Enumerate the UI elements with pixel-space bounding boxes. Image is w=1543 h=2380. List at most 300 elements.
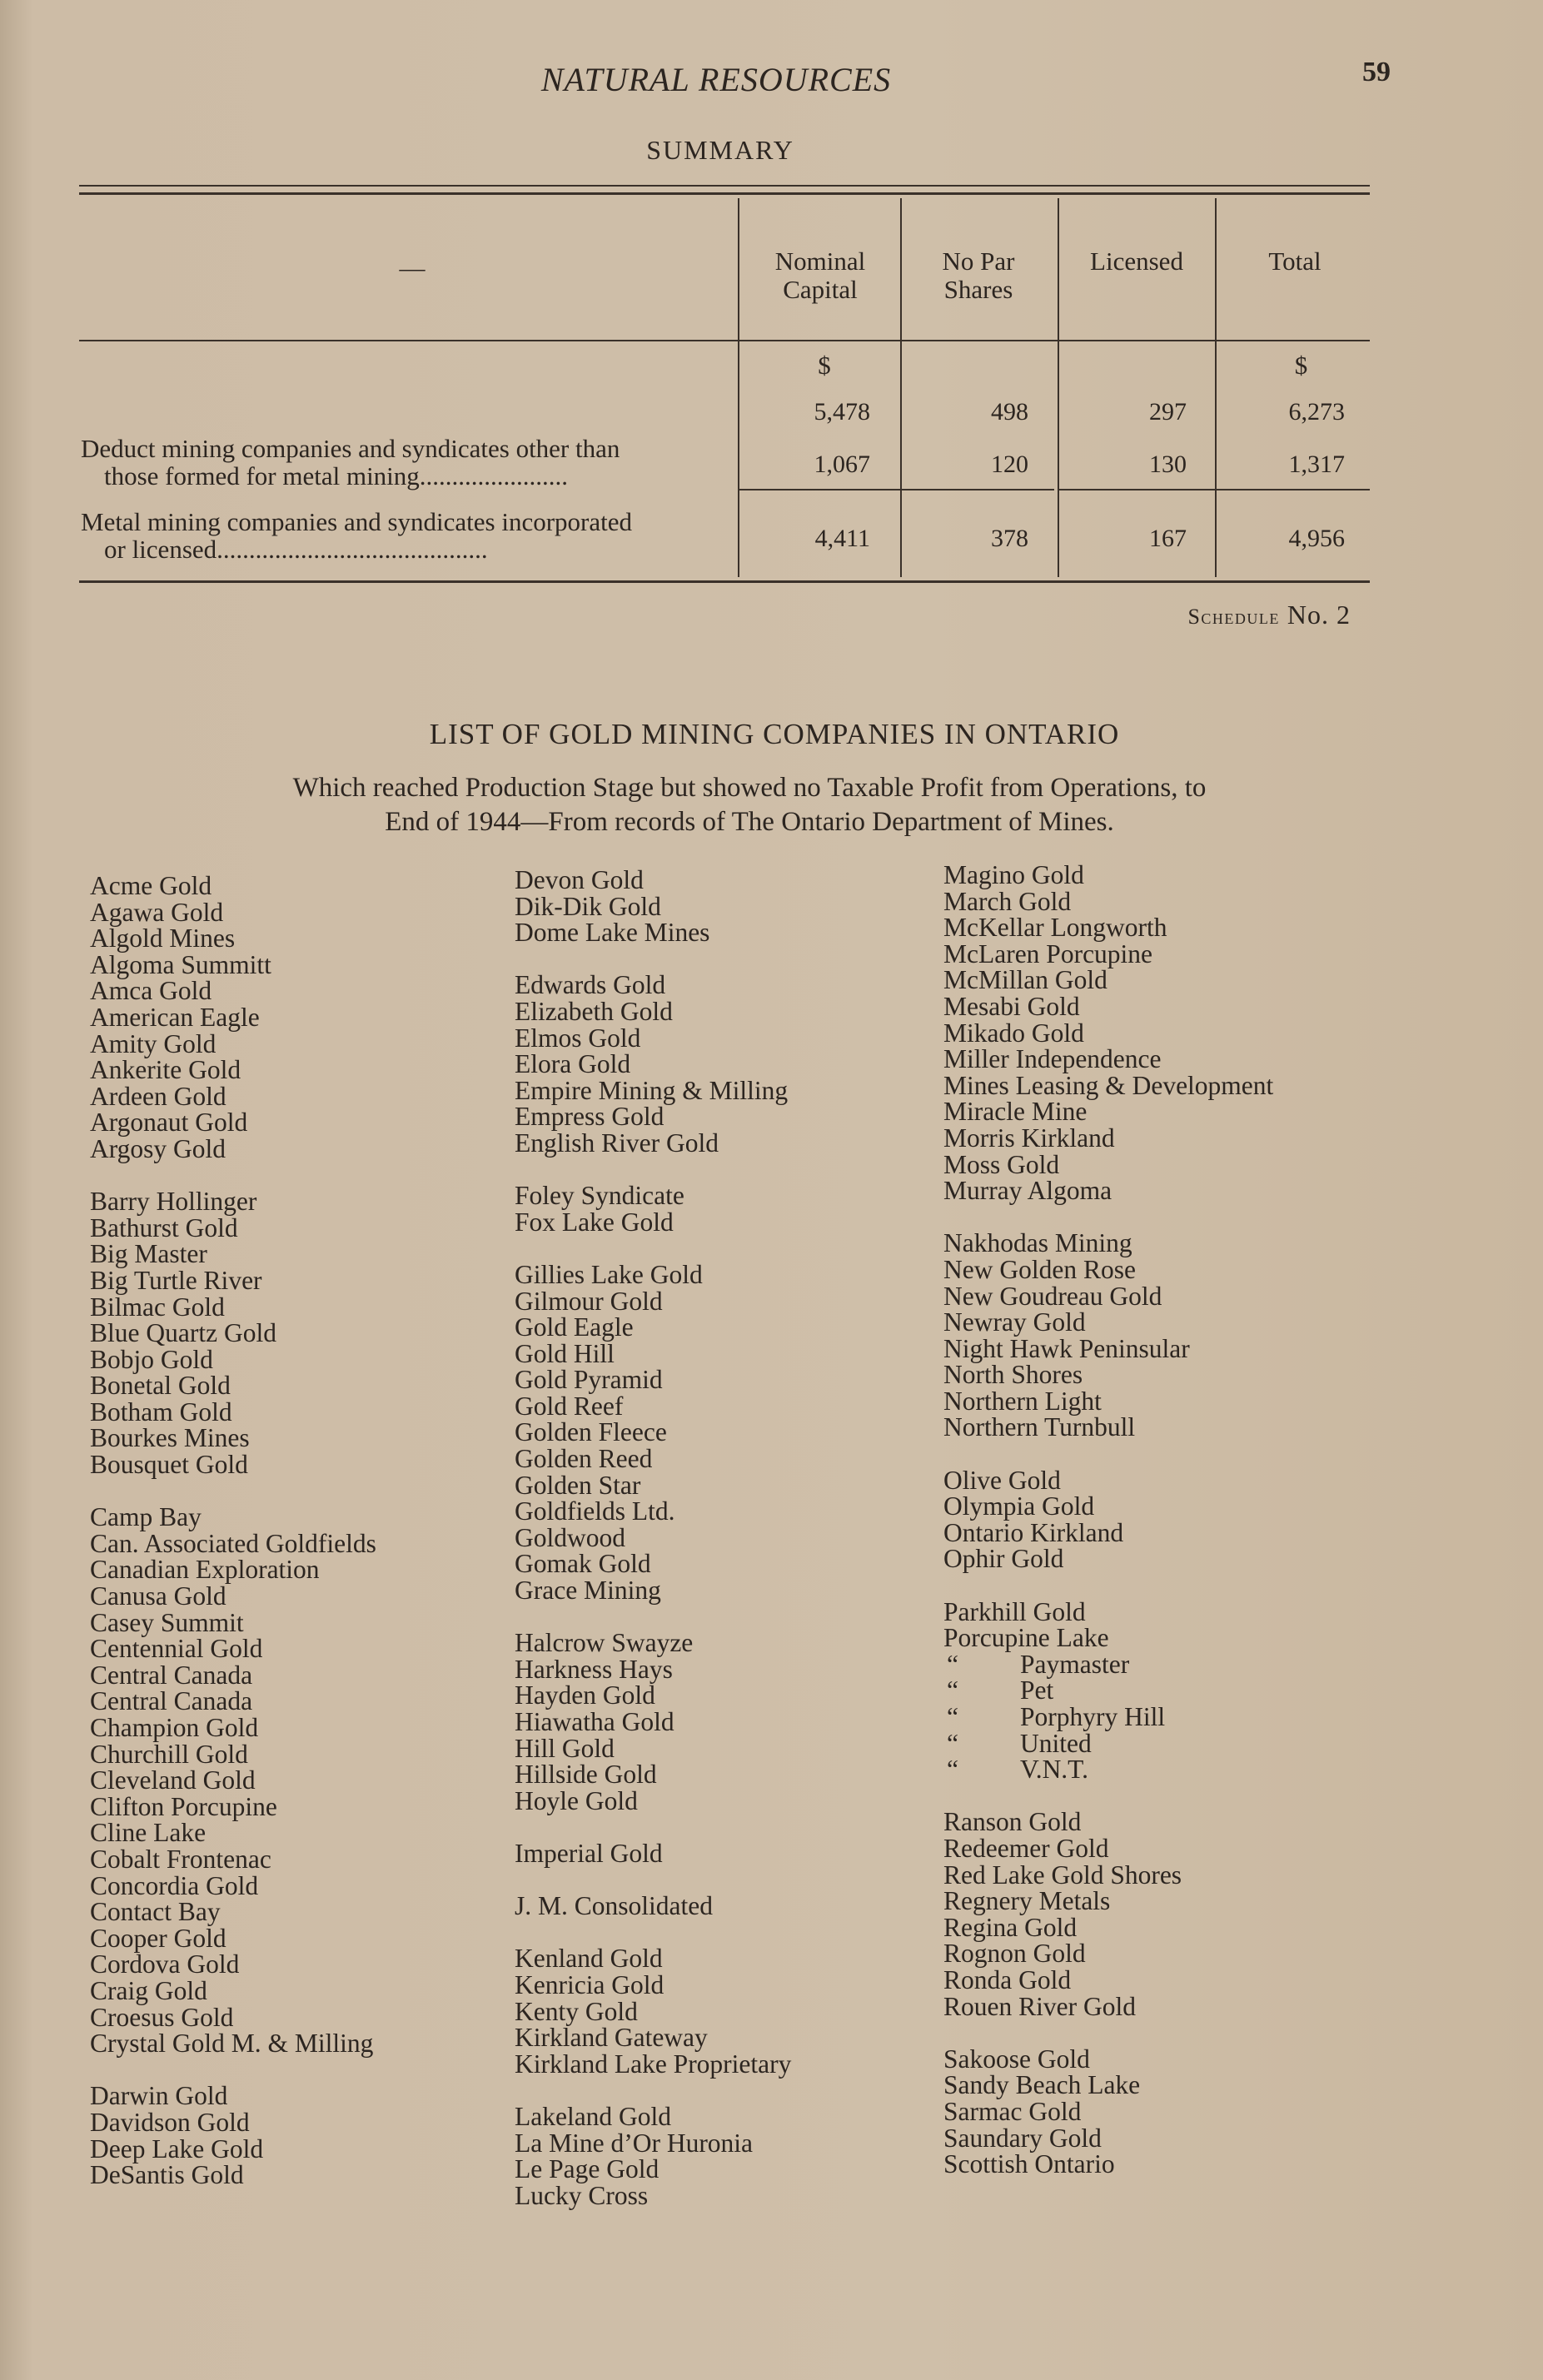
company-column-2	[515, 867, 791, 2208]
company-list-item	[943, 1835, 1273, 1862]
company-list-item	[515, 1735, 791, 1762]
company-list-item	[943, 1730, 1273, 1757]
company-name: Golden Fleece	[515, 1417, 667, 1447]
company-list-item	[943, 1046, 1273, 1073]
company-name: Cleveland Gold	[90, 1765, 256, 1795]
company-name: Gomak Gold	[515, 1549, 651, 1579]
group-spacer	[943, 1204, 1273, 1231]
company-name: Morris Kirkland	[943, 1123, 1115, 1153]
company-list-item	[515, 1577, 791, 1604]
company-list-item	[90, 1399, 376, 1426]
company-name: Edwards Gold	[515, 970, 666, 1000]
company-list-item	[90, 1636, 376, 1662]
company-list-item	[943, 2072, 1273, 2099]
company-list-item	[90, 1899, 376, 1925]
company-list-item	[943, 2151, 1273, 2178]
company-list-item	[90, 1241, 376, 1267]
company-list-item	[943, 1625, 1273, 1651]
company-name: Night Hawk Peninsular	[943, 1333, 1190, 1363]
company-list-item	[515, 1498, 791, 1525]
company-name: McKellar Longworth	[943, 913, 1167, 943]
company-list-item	[943, 1362, 1273, 1388]
company-name: Canusa Gold	[90, 1581, 226, 1611]
company-column-3	[943, 862, 1273, 2178]
cell-gross-nopar: 498	[991, 398, 1028, 426]
company-name: Golden Star	[515, 1470, 641, 1500]
company-name: Kirkland Lake Proprietary	[515, 2049, 792, 2079]
company-list-item	[90, 1425, 376, 1451]
company-list-item	[943, 1414, 1273, 1441]
company-list-item	[515, 2024, 791, 2051]
company-name: Harkness Hays	[515, 1654, 673, 1684]
company-list-item	[943, 941, 1273, 968]
company-list-item	[90, 1820, 376, 1846]
company-list-item	[943, 1178, 1273, 1204]
group-spacer	[90, 1478, 376, 1505]
company-name: Empire Mining & Milling	[515, 1075, 789, 1105]
list-title: LIST OF GOLD MINING COMPANIES IN ONTARIO	[429, 718, 1120, 750]
company-list-item	[515, 2156, 791, 2183]
company-name: Kirkland Gateway	[515, 2023, 708, 2053]
company-list-item	[90, 1504, 376, 1531]
company-list-item	[515, 1446, 791, 1472]
company-name: Contact Bay	[90, 1897, 221, 1927]
company-list-item	[943, 1467, 1273, 1494]
company-list-item	[943, 914, 1273, 941]
company-list-item	[90, 2136, 376, 2163]
company-name: Pet	[1020, 1675, 1054, 1705]
company-list-item	[515, 1682, 791, 1709]
ditto-mark: “	[947, 1728, 958, 1758]
company-name: Northern Light	[943, 1386, 1102, 1416]
company-name: Churchill Gold	[90, 1739, 248, 1769]
company-name: Grace Mining	[515, 1576, 661, 1606]
company-name: V.N.T.	[1020, 1755, 1088, 1785]
ditto-mark: “	[947, 1702, 958, 1731]
company-name: Miracle Mine	[943, 1097, 1088, 1127]
page-header-title: NATURAL RESOURCES	[540, 61, 892, 98]
company-list-item	[515, 998, 791, 1025]
cell-gross-total: 6,273	[1288, 398, 1345, 426]
company-name: Halcrow Swayze	[515, 1628, 694, 1658]
column-header-no-par-shares: No Par Shares	[942, 246, 1015, 304]
company-name: Dome Lake Mines	[515, 918, 710, 948]
company-name: Miller Independence	[943, 1044, 1162, 1074]
company-name: Amity Gold	[90, 1028, 217, 1058]
group-spacer	[515, 1919, 791, 1946]
company-list-item	[943, 1388, 1273, 1415]
company-name: Regina Gold	[943, 1912, 1078, 1942]
company-list-item	[515, 1314, 791, 1341]
company-list-item	[515, 2130, 791, 2157]
company-list-item	[515, 1051, 791, 1078]
company-list-item	[90, 1767, 376, 1794]
company-list-item	[90, 1556, 376, 1583]
company-list-item	[943, 1230, 1273, 1257]
table-bottom-rule	[79, 580, 1370, 583]
company-list-item	[515, 1103, 791, 1130]
company-list-item	[943, 1283, 1273, 1310]
company-list-item	[90, 1133, 376, 1163]
company-name: English River Gold	[515, 1128, 719, 1158]
group-spacer	[515, 946, 791, 973]
company-name: Murray Algoma	[943, 1176, 1112, 1206]
company-name: Sarmac Gold	[943, 2096, 1082, 2126]
company-name: Fox Lake Gold	[515, 1207, 674, 1237]
company-list-item	[90, 1344, 376, 1374]
group-spacer	[515, 1157, 791, 1183]
company-name: Lakeland Gold	[515, 2101, 672, 2131]
row-label-metal-mining: Metal mining companies and syndicates incorporated or licensed..........................................	[81, 507, 633, 564]
company-name: Algoma Summitt	[90, 949, 271, 979]
group-spacer	[943, 1572, 1273, 1599]
summary-title: SUMMARY	[646, 135, 794, 165]
company-list-item	[943, 1888, 1273, 1914]
company-name: Clifton Porcupine	[90, 1791, 277, 1821]
company-name: Bourkes Mines	[90, 1423, 250, 1453]
company-name: Algold Mines	[90, 924, 236, 953]
company-name: Paymaster	[1020, 1649, 1130, 1679]
company-list-item	[515, 1785, 791, 1815]
company-name: Foley Syndicate	[515, 1181, 684, 1211]
company-name: Argonaut Gold	[90, 1108, 248, 1138]
cell-metal-nopar: 378	[991, 525, 1028, 552]
company-list-item	[943, 1940, 1273, 1967]
company-name: Canadian Exploration	[90, 1555, 320, 1585]
company-name: Sandy Beach Lake	[943, 2070, 1141, 2100]
company-name: Davidson Gold	[90, 2107, 250, 2137]
company-list-item	[515, 1288, 791, 1315]
company-list-item	[515, 1996, 791, 2026]
group-spacer	[515, 1867, 791, 1894]
company-list-item	[515, 1630, 791, 1656]
company-name: Craig Gold	[90, 1975, 207, 2005]
company-name: Botham Gold	[90, 1397, 232, 1427]
company-list-item	[943, 1651, 1273, 1678]
company-name: Empress Gold	[515, 1102, 664, 1132]
company-list-item	[515, 919, 791, 946]
company-name: J. M. Consolidated	[515, 1891, 714, 1921]
company-list-item	[943, 1546, 1273, 1572]
company-name: McMillan Gold	[943, 965, 1107, 995]
cell-deduct-nopar: 120	[991, 451, 1028, 478]
company-list-item	[943, 1333, 1273, 1363]
schedule-label: Schedule No. 2	[1187, 600, 1351, 630]
ditto-mark: “	[947, 1675, 958, 1705]
company-list-item	[515, 1259, 791, 1289]
table-top-rule-2	[79, 192, 1370, 195]
company-name: Porphyry Hill	[1020, 1702, 1166, 1731]
company-name: Gillies Lake Gold	[515, 1259, 703, 1289]
company-name: Moss Gold	[943, 1149, 1060, 1179]
company-name: Big Master	[90, 1239, 207, 1269]
company-name: Centennial Gold	[90, 1634, 263, 1664]
company-list-item	[943, 1517, 1273, 1547]
company-list-item	[90, 2083, 376, 2109]
company-name: Concordia Gold	[90, 1870, 259, 1900]
company-list-item	[90, 2162, 376, 2188]
company-name: Bobjo Gold	[90, 1344, 213, 1374]
company-list-item	[515, 2180, 791, 2210]
company-list-item	[90, 1925, 376, 1952]
column-header-total: Total	[1268, 246, 1322, 276]
company-name: Cobalt Frontenac	[90, 1844, 271, 1874]
company-name: Lucky Cross	[515, 2180, 649, 2210]
ditto-mark: “	[947, 1649, 958, 1679]
company-list-item	[515, 1709, 791, 1735]
company-list-item	[90, 1870, 376, 1900]
company-name: Central Canada	[90, 1660, 253, 1690]
company-list-item	[943, 1149, 1273, 1179]
group-spacer	[515, 1814, 791, 1840]
company-name: Redeemer Gold	[943, 1833, 1109, 1863]
company-name: Northern Turnbull	[943, 1412, 1136, 1442]
company-list-item	[943, 1756, 1273, 1783]
company-name: Rouen River Gold	[943, 1991, 1136, 2021]
company-name: Nakhodas Mining	[943, 1228, 1132, 1258]
company-list-item	[943, 993, 1273, 1020]
company-name: Newray Gold	[943, 1307, 1086, 1337]
company-list-item	[515, 1761, 791, 1788]
company-name: Gold Reef	[515, 1391, 624, 1421]
company-list-item	[90, 1212, 376, 1242]
company-list-item	[90, 1846, 376, 1873]
company-name: Darwin Gold	[90, 2081, 228, 2111]
company-list-item	[90, 1951, 376, 1978]
company-name: Gilmour Gold	[515, 1286, 663, 1316]
table-top-rule	[79, 185, 1370, 187]
company-list-item	[943, 1125, 1273, 1152]
company-list-item	[515, 1472, 791, 1499]
company-list-item	[943, 1704, 1273, 1730]
company-name: Mikado Gold	[943, 1018, 1084, 1048]
group-spacer	[515, 1604, 791, 1631]
company-name: DeSantis Gold	[90, 2160, 244, 2190]
company-name: Golden Reed	[515, 1444, 653, 1474]
company-list-item	[515, 2101, 791, 2131]
list-subtitle: Which reached Production Stage but showed no Taxable Profit from Operations, to End of 1944—From records of The Ontario Department of Mines.	[292, 773, 1207, 837]
header-rule	[79, 340, 1370, 341]
company-name: Gold Pyramid	[515, 1365, 663, 1395]
company-list-item	[943, 2096, 1273, 2126]
group-spacer	[943, 2019, 1273, 2046]
company-list-item	[90, 978, 376, 1004]
table-col-divider	[1058, 198, 1059, 577]
company-name: North Shores	[943, 1360, 1083, 1390]
company-list-item	[943, 1098, 1273, 1125]
company-name: Hillside Gold	[515, 1760, 657, 1790]
column-header-nominal-capital: Nominal Capital	[774, 246, 866, 304]
blank-header-dash: —	[399, 253, 426, 282]
company-list-item	[943, 1596, 1273, 1626]
company-name: Ronda Gold	[943, 1964, 1072, 1994]
company-name: Imperial Gold	[515, 1838, 663, 1868]
company-list-item	[90, 1320, 376, 1347]
company-name: Hill Gold	[515, 1733, 615, 1763]
company-name: Hoyle Gold	[515, 1785, 638, 1815]
company-name: Blue Quartz Gold	[90, 1318, 276, 1348]
company-list-item	[90, 2109, 376, 2136]
company-name: Scottish Ontario	[943, 2149, 1115, 2179]
company-list-item	[90, 1975, 376, 2005]
company-list-item	[90, 1451, 376, 1478]
company-name: Hayden Gold	[515, 1680, 655, 1710]
company-list-item	[515, 1393, 791, 1420]
company-list-item	[90, 1715, 376, 1741]
group-spacer	[943, 1441, 1273, 1467]
company-name: Dik-Dik Gold	[515, 891, 661, 921]
company-name: Goldfields Ltd.	[515, 1496, 675, 1526]
company-list-item	[90, 1083, 376, 1110]
company-list-item	[515, 1522, 791, 1552]
company-name: Magino Gold	[943, 860, 1084, 889]
company-name: Elora Gold	[515, 1049, 631, 1079]
company-list-item	[943, 886, 1273, 916]
company-list-item	[943, 2125, 1273, 2152]
unit-dollar-nominal: $	[818, 351, 831, 380]
company-list-item	[515, 972, 791, 998]
company-list-item	[515, 1840, 791, 1867]
company-name: Elmos Gold	[515, 1023, 641, 1053]
company-name: Rognon Gold	[943, 1939, 1086, 1969]
company-name: Barry Hollinger	[90, 1187, 257, 1217]
company-name: Kenricia Gold	[515, 1969, 664, 1999]
cell-metal-nominal: 4,411	[814, 525, 870, 552]
company-name: Porcupine Lake	[943, 1623, 1109, 1653]
company-list-item	[90, 1607, 376, 1637]
company-name: Sakoose Gold	[943, 2044, 1090, 2074]
company-name: Olympia Gold	[943, 1491, 1095, 1521]
page-number: 59	[1362, 57, 1391, 87]
subtotal-rule	[1059, 489, 1370, 490]
company-list-item	[943, 1493, 1273, 1520]
company-list-item	[943, 1254, 1273, 1284]
company-list-item	[90, 1741, 376, 1768]
company-list-item	[943, 1991, 1273, 2021]
company-list-item	[90, 1188, 376, 1215]
company-name: Bonetal Gold	[90, 1371, 231, 1401]
company-name: Devon Gold	[515, 865, 644, 894]
company-name: Crystal Gold M. & Milling	[90, 2029, 374, 2059]
company-list-item	[515, 1075, 791, 1105]
company-list-item	[943, 1677, 1273, 1704]
company-name: Amca Gold	[90, 976, 212, 1006]
company-name: Bousquet Gold	[90, 1450, 248, 1480]
company-list-item	[90, 1057, 376, 1083]
company-list-item	[515, 1183, 791, 1209]
company-list-item	[515, 1656, 791, 1683]
company-name: Mines Leasing & Development	[943, 1070, 1274, 1100]
company-name: New Goudreau Gold	[943, 1281, 1162, 1311]
company-list-item	[90, 1791, 376, 1821]
company-name: American Eagle	[90, 1002, 260, 1032]
company-list-item	[943, 2046, 1273, 2073]
company-list-item	[90, 1372, 376, 1399]
company-list-item	[90, 925, 376, 952]
table-col-divider	[1215, 198, 1217, 577]
cell-metal-licensed: 167	[1149, 525, 1187, 552]
company-list-item	[515, 1419, 791, 1446]
company-list-item	[90, 1004, 376, 1031]
cell-deduct-licensed: 130	[1149, 451, 1187, 478]
company-list-item	[943, 1809, 1273, 1835]
company-name: La Mine d’Or Huronia	[515, 2128, 754, 2158]
company-list-item	[90, 1109, 376, 1136]
group-spacer	[515, 2077, 791, 2104]
company-name: Ankerite Gold	[90, 1055, 241, 1085]
company-name: Big Turtle River	[90, 1265, 262, 1295]
company-name: New Golden Rose	[943, 1254, 1136, 1284]
company-list-item	[515, 2051, 791, 2078]
company-name: Can. Associated Goldfields	[90, 1528, 376, 1558]
company-list-item	[515, 1367, 791, 1393]
company-list-item	[90, 899, 376, 926]
company-list-item	[90, 1267, 376, 1294]
cell-gross-nominal: 5,478	[814, 398, 870, 426]
company-list-item	[943, 1914, 1273, 1941]
company-name: McLaren Porcupine	[943, 939, 1153, 968]
company-list-item	[90, 1688, 376, 1715]
company-list-item	[90, 2004, 376, 2031]
company-list-item	[90, 873, 376, 899]
company-list-item	[515, 1551, 791, 1577]
company-list-item	[90, 1028, 376, 1058]
group-spacer	[90, 2057, 376, 2084]
column-header-licensed: Licensed	[1090, 246, 1183, 276]
company-list-item	[515, 1025, 791, 1052]
company-name: Saundary Gold	[943, 2123, 1102, 2153]
company-list-item	[90, 1583, 376, 1610]
company-name: Kenty Gold	[515, 1996, 638, 2026]
company-name: Croesus Gold	[90, 2002, 234, 2032]
company-column-1	[90, 873, 376, 2188]
group-spacer	[943, 1783, 1273, 1810]
company-name: United	[1020, 1728, 1092, 1758]
group-spacer	[515, 1235, 791, 1262]
company-list-item	[90, 1294, 376, 1321]
company-list-item	[515, 1945, 791, 1972]
company-name: Camp Bay	[90, 1502, 202, 1532]
company-name: Gold Eagle	[515, 1312, 634, 1342]
company-name: Casey Summit	[90, 1607, 244, 1637]
company-list-item	[515, 1338, 791, 1368]
company-name: Agawa Gold	[90, 897, 224, 927]
company-name: Olive Gold	[943, 1465, 1061, 1495]
company-name: Deep Lake Gold	[90, 2134, 264, 2163]
company-list-item	[515, 1130, 791, 1157]
company-name: Bathurst Gold	[90, 1212, 238, 1242]
company-list-item	[943, 1070, 1274, 1100]
company-name: March Gold	[943, 886, 1072, 916]
company-list-item	[90, 949, 376, 979]
company-name: Cordova Gold	[90, 1949, 240, 1979]
group-spacer	[90, 1163, 376, 1189]
company-list-item	[943, 967, 1273, 993]
company-list-item	[943, 862, 1273, 889]
company-list-item	[943, 1309, 1273, 1336]
company-name: Cline Lake	[90, 1818, 207, 1848]
company-name: Bilmac Gold	[90, 1292, 225, 1322]
row-label-deduct: Deduct mining companies and syndicates other than those formed for metal mining.......................	[81, 434, 620, 490]
company-list-item	[515, 891, 791, 921]
subtotal-rule	[739, 489, 1054, 490]
cell-gross-licensed: 297	[1149, 398, 1187, 426]
company-name: Ardeen Gold	[90, 1081, 226, 1111]
company-name: Cooper Gold	[90, 1923, 226, 1953]
company-name: Hiawatha Gold	[515, 1707, 674, 1736]
company-name: Champion Gold	[90, 1713, 259, 1742]
company-name: Red Lake Gold Shores	[943, 1860, 1182, 1890]
